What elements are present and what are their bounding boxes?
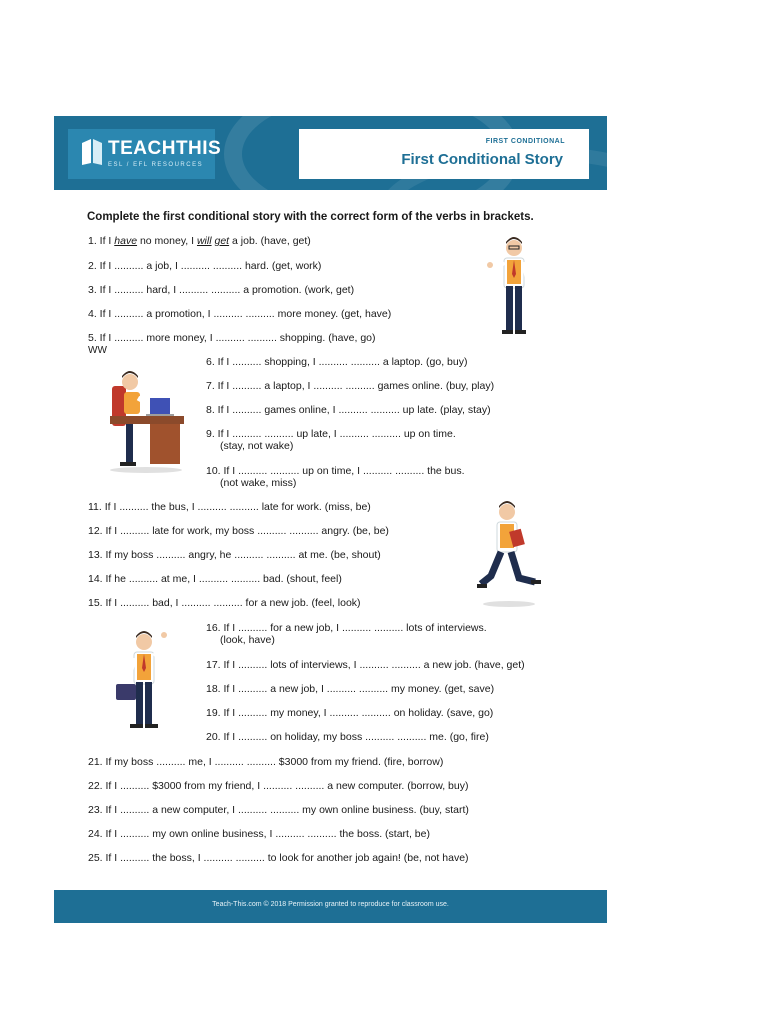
list-item: 2. If I .......... a job, I .......... .......... hard. (get, work) xyxy=(88,260,322,272)
list-item: 21. If my boss .......... me, I .......... .......... $3000 from my friend. (fire, borrow) xyxy=(88,756,444,768)
list-item: 5. If I .......... more money, I .......... .......... shopping. (have, go) xyxy=(88,332,376,344)
list-item-verbs: (stay, not wake) xyxy=(220,440,294,452)
list-item: 24. If I .......... my own online business, I .......... .......... the boss. (start, be) xyxy=(88,828,430,840)
worksheet-category: FIRST CONDITIONAL xyxy=(485,138,565,145)
book-logo-icon xyxy=(80,137,104,167)
list-item: 13. If my boss .......... angry, he .......... .......... at me. (be, shout) xyxy=(88,549,381,561)
list-item: 6. If I .......... shopping, I .......... .......... a laptop. (go, buy) xyxy=(206,356,468,368)
list-item: 3. If I .......... hard, I .......... .......... a promotion. (work, get) xyxy=(88,284,355,296)
man-with-briefcase-illustration xyxy=(116,628,178,740)
man-at-desk-illustration xyxy=(106,368,186,474)
example-answer: will xyxy=(196,235,212,247)
list-item: 11. If I .......... the bus, I .......... .......... late for work. (miss, be) xyxy=(88,501,371,513)
list-item-verbs: (not wake, miss) xyxy=(220,477,297,489)
list-item: 7. If I .......... a laptop, I .......... .......... games online. (buy, play) xyxy=(206,380,495,392)
list-item: 22. If I .......... $3000 from my friend, I .......... .......... a new computer. (borrow, buy) xyxy=(88,780,469,792)
logo-subtitle: ESL / EFL RESOURCES xyxy=(108,162,204,168)
worksheet-footer xyxy=(54,890,607,923)
man-standing-illustration xyxy=(486,234,542,346)
list-item: 17. If I .......... lots of interviews, I .......... .......... a new job. (have, get) xyxy=(206,659,525,671)
teachthis-logo[interactable] xyxy=(68,129,222,179)
example-answer: have xyxy=(114,235,138,247)
worksheet-header xyxy=(54,116,607,190)
worksheet-page xyxy=(54,116,607,923)
list-item: 8. If I .......... games online, I .......... .......... up late. (play, stay) xyxy=(206,404,491,416)
list-item: 12. If I .......... late for work, my boss .......... .......... angry. (be, be) xyxy=(88,525,389,537)
instructions: Complete the first conditional story with the correct form of the verbs in brackets. xyxy=(87,211,534,223)
example-answer: get xyxy=(214,235,230,247)
list-item: 16. If I .......... for a new job, I .......... .......... lots of interviews. (look, have) xyxy=(206,622,487,646)
list-item: 9. If I .......... .......... up late, I .......... .......... up on time. (stay, not wake) xyxy=(206,428,456,452)
list-item: 4. If I .......... a promotion, I .......... .......... more money. (get, have) xyxy=(88,308,392,320)
copyright-notice: Teach-This.com © 2018 Permission granted to reproduce for classroom use. xyxy=(212,901,449,908)
worksheet-title: First Conditional Story xyxy=(401,151,563,168)
man-running-illustration xyxy=(477,500,543,610)
list-item: 10. If I .......... .......... up on time, I .......... .......... the bus. (not wake, miss) xyxy=(206,465,465,489)
list-item: 25. If I .......... the boss, I .......... .......... to look for another job again! (be, not have) xyxy=(88,852,469,864)
list-item: 15. If I .......... bad, I .......... .......... for a new job. (feel, look) xyxy=(88,597,361,609)
list-item: 20. If I .......... on holiday, my boss .......... .......... me. (go, fire) xyxy=(206,731,489,743)
stray-text: WW xyxy=(88,345,107,356)
example-item: 1. If I have no money, I will get a job. (have, get) xyxy=(88,235,311,247)
title-panel xyxy=(299,129,589,179)
list-item: 19. If I .......... my money, I .......... .......... on holiday. (save, go) xyxy=(206,707,494,719)
list-item: 18. If I .......... a new job, I .......... .......... my money. (get, save) xyxy=(206,683,495,695)
list-item-verbs: (look, have) xyxy=(220,634,275,646)
logo-text: TEACHTHIS xyxy=(108,138,222,159)
list-item: 23. If I .......... a new computer, I .......... .......... my own online business. (buy, start) xyxy=(88,804,469,816)
list-item: 14. If he .......... at me, I .......... .......... bad. (shout, feel) xyxy=(88,573,342,585)
